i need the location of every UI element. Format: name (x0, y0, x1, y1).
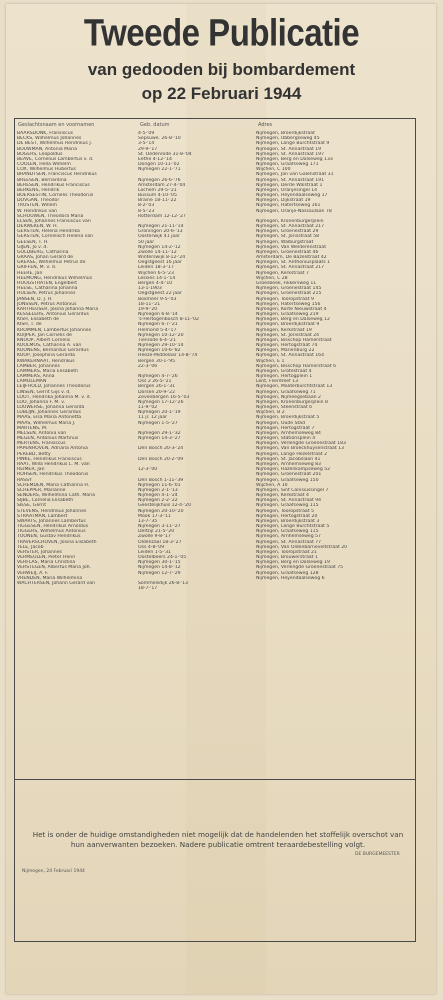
victim-birth-date: Zwolle 14-11-'12 (138, 249, 177, 255)
victim-name: VERFLAS, Maria Christina (17, 560, 76, 566)
victim-birth-date: Nijmegen 30-1-'15 (138, 560, 181, 566)
victim-address: Nijmegen, Bisschop Hamerstraat (256, 337, 332, 343)
victim-birth-date: 22-3-'06 (138, 363, 158, 369)
victim-address: Nijmegen, Walburgstraat (256, 239, 314, 245)
victim-address: Nijmegen, Arnhemseweg 83 (256, 462, 321, 467)
victim-birth-date: Sommelsdijk 26-8-'13 (138, 580, 188, 586)
victim-address: Nijmegen, Lange Burchtstraat 9 (256, 141, 330, 147)
victim-address: Nijmegen, Mariënburg 22 (256, 348, 315, 354)
victim-name: SCHOUWEN, Theodora Maria (17, 213, 84, 219)
victim-birth-date: Lessies 14-1-'14 (138, 275, 176, 281)
victim-address: Nijmegen, Dijkstraat 19 (256, 198, 311, 204)
victim-address: Nijmegen, St. Jorisstraat 58 (256, 234, 320, 240)
victim-address: Nijmegen, Broerdijkstraat 3 (256, 518, 320, 524)
victim-name: LEIJFHOLD, Johannes Theodorus (17, 384, 91, 390)
victim-name: PEREBD, Betty (17, 451, 51, 457)
victim-birth-date: Oostelbeers 24-1-'05 (138, 555, 187, 561)
victim-birth-date: Rotterdam 12-12-'27 (138, 213, 186, 219)
victim-birth-date: Delfzijl 21-5-'20 (138, 529, 175, 535)
victim-address: Nijmegen, Arnhemseweg 84 (256, 430, 321, 436)
victim-birth-date: Amsterdam 27-4-'04 (138, 182, 186, 188)
victim-name: LAMBER, Johannes (17, 363, 60, 369)
victim-address: Nijmegen, Kerkstraat 4 (256, 493, 309, 499)
victim-name: BRANDTSEN, Franciscus Hendrikus (17, 172, 97, 178)
victim-address: Nijmegen, Berg en Dalseweg 19 (256, 560, 330, 566)
victim-birth-date: Nijmegen 20-1-'19 (138, 410, 181, 416)
victim-name: SIJBE, Cornelia Elisabeth (17, 498, 74, 504)
victim-address: Nijmegen, St. Annastraat 19 (256, 146, 322, 152)
victim-address: Nijmegen, Grotestraat 4 (256, 368, 312, 374)
victim-birth-date: Nijmegen 6-7-'21 (138, 322, 178, 328)
victim-address: Nijmegen, St. Annastraat 77 (256, 539, 322, 545)
victim-name: GERSTEN, Cornelisch Helena van (17, 234, 94, 240)
victim-name: MERTENS, Fransiscus (17, 441, 66, 447)
victim-address: Nijmegen, Graafseweg 219 (256, 312, 319, 318)
victim-name: GOLDBERG, Catharina (17, 249, 69, 255)
victim-birth-date: Dongen 10-11-'02 (138, 162, 180, 168)
victim-birth-date: Bergen 30-1-'95 (138, 358, 176, 364)
victim-address: Nijmegen, Tooropstraat 9 (256, 296, 314, 302)
victim-name: KUIJPER, Jan Cornelis de (17, 332, 72, 338)
victim-birth-date: 's-Hertogenbosch 8-11-'02 (138, 317, 199, 323)
victim-name: SCHEPPER, Marianne (17, 487, 66, 493)
victim-birth-date: Oosterwijk 41 jaar (138, 234, 180, 240)
victim-address: Groesbeek, Fikkersweg 11 (256, 280, 317, 286)
victim-address: Nijmegen, Malderburchtstraat 13 (256, 384, 333, 390)
victim-address: Nijmegen, St. Annastraat 164 (256, 353, 325, 359)
victim-address: Wijchen, C 28 (256, 275, 288, 281)
victim-name: SWARTS, Johannes Lambertus (17, 518, 86, 524)
victim-address: Nijmegen, Bisschop Hamerstraat 6 (256, 363, 337, 369)
victim-address: Wijchen, E 1 (256, 358, 285, 364)
victim-address: Nijmegen, Oude Stad (256, 420, 306, 426)
victim-name: JONSSEN, Petrus Antonius (17, 301, 77, 307)
victim-address: Nijmegen, Broerdijkstraat 9 (256, 322, 320, 328)
victim-name: BOGERS, Leopoldus (17, 151, 63, 157)
victim-birth-date: Nijmegen 22-1-'71 (138, 167, 181, 173)
victim-birth-date: Nijmegen 2-1-'13 (138, 487, 178, 493)
victim-birth-date: Nijmegen 29-1-'32 (138, 430, 181, 436)
victim-address: Wijchen, C 100 (256, 167, 291, 173)
victim-name: LINSEN, Gerrit Gijs v. d. (17, 389, 71, 395)
victim-birth-date: 8-5-'23 (138, 208, 155, 214)
victim-name: TIGGESEN, Hendrikus Arnoldus (17, 524, 89, 530)
victim-address: Nijmegen, Van Welderenstraat (256, 244, 326, 250)
subtitle-line-1: van gedooden bij bombardement (87, 60, 356, 79)
victim-name: GEESEN, T. H. (17, 239, 49, 245)
victim-address: Nijmegen, Steenstraat 6 (256, 405, 313, 411)
victim-birth-date: Oss 4-8-'09 (138, 544, 165, 550)
victim-address: Nijmegen, Van Broeckhuysenstraat 13 (256, 446, 345, 452)
victim-address: Nijmegen, Sint Canisiussingel 7 (256, 487, 329, 493)
victim-birth-date: 50 jaar (138, 239, 155, 245)
victim-birth-date: Nijmegen 14-8-'12 (138, 565, 181, 571)
victim-address: Nijmegen, Graafseweg 71 (256, 389, 316, 395)
victim-birth-date: 11 jr. 12 jaar (138, 415, 168, 421)
victim-birth-date: Leiden 18-3-'17 (138, 265, 174, 271)
victim-address: Nijmegen, St. Annastraat 191 (256, 177, 325, 183)
victim-name: KOONENS, Bernardus Gerardus (17, 348, 89, 354)
victim-birth-date: Nijmegen 4-7-'26 (138, 374, 178, 380)
victim-birth-date: Mook 17-3-'11 (138, 513, 171, 519)
victim-name: BEAVE, Cornelius Lambertus v. d. (17, 156, 94, 162)
place-date: Nijmegen, 24 Februari 1944 (22, 869, 85, 874)
victim-birth-date: Nijmegen 29-10-'14 (138, 343, 184, 349)
victim-birth-date: Nijmegen 1-5-'27 (138, 420, 178, 426)
victim-name: PINKE, Hendrikus Fransiscus (17, 456, 82, 462)
victim-birth-date: Nijmegen 11-6-'01 (138, 482, 181, 488)
victim-address: Nijmegen, Groenestraat 201 (256, 472, 322, 478)
victim-name: LAMMERS, Anna (17, 374, 55, 380)
victim-birth-date: Nijmegen 17-12-'26 (138, 399, 184, 405)
victim-birth-date: Helmond 5-4-'17 (138, 327, 177, 333)
victim-address: Nijmegen, St. Jorisstraat 24 (256, 332, 320, 338)
victim-address: Nijmegen, Hatertseweg 161 (256, 203, 321, 209)
victim-name: LUBLIJN, Johannes Gerardus (17, 410, 81, 416)
victim-address: Nijmegen, Brouwerstraat 1 (256, 555, 318, 561)
victim-address: Wijchen, B 2 (256, 410, 285, 416)
victim-name: KOOP, Josephina Gerarda (17, 353, 75, 359)
victim-address: Nijmegen, Graafseweg 115 (256, 529, 319, 535)
victim-name: HOOGSTRATEN, Engelbert (17, 280, 78, 286)
victim-address: Nijmegen, Kronenburgerplein 8 (256, 399, 328, 405)
victim-name: VERMEULEN, Pieter Henri (17, 555, 76, 561)
victim-name: KROMMEN, Lambertus Johannes (17, 327, 91, 333)
victim-birth-date: Lochem 29-5-'21 (138, 187, 177, 193)
victim-address: Nijmegen, Kronenburgerplein (256, 218, 324, 224)
victim-name: MELSEN, Antonia van (17, 430, 67, 436)
victim-address: Nijmegen, Verlengde Groenestraat 183 (256, 441, 346, 447)
dates-column (138, 131, 256, 591)
victim-name: PAPENHOVEN, Adriana Antonia (17, 446, 88, 452)
victim-address: Nijmegen, Tooropstraat 21 (256, 549, 317, 555)
victim-birth-date: Nijmegen 10-6-'82 (138, 348, 181, 354)
victim-name: RASSY (17, 477, 32, 483)
victim-birth-date: Nijmegen 3-11-'27 (138, 524, 181, 530)
victim-birth-date: Bergen 26-1-'31 (138, 384, 176, 390)
victim-birth-date: Groningen 20-6-'13 (138, 229, 183, 235)
victim-name: BOERSESTIN, Cornelis Theodorus (17, 193, 94, 199)
victim-birth-date: Braine 18-11-'22 (138, 198, 177, 204)
addresses-column (256, 131, 412, 581)
victim-name: KOOLMOS, Catharina A. van (17, 343, 82, 349)
victim-name: BREESEN, Bernardina (17, 177, 67, 183)
victim-address: Nijmegen, St. Annastraat 217 (256, 224, 325, 230)
victim-birth-date: Leiden 1-5-'31 (138, 549, 171, 555)
victim-address: Nijmegen, St. Annastraat 217 (256, 265, 325, 271)
victim-birth-date: Den Bosch 20-3-'24 (138, 446, 184, 452)
victim-address: Nijmegen, Berg en Dalseweg 133 (256, 156, 333, 162)
victim-birth-date: Winterswijk 8-12-'24 (138, 255, 186, 261)
victim-birth-date: Nijmegen 14-2-'12 (138, 244, 181, 250)
footer-frame (14, 776, 416, 942)
signature: DE BURGEMEESTER (355, 852, 400, 857)
victim-address: Nijmegen, Groenestraat 29 (256, 229, 319, 235)
victim-address: Nijmegen, Heyendaalseweg 17 (256, 193, 328, 199)
victim-name: HEERE, Jan (17, 270, 43, 276)
victim-address: Nijmegen, St. Annastraat 94 (256, 498, 322, 504)
victim-name: TOONEN, Gustav Hendrikus (17, 534, 81, 540)
victim-name: BERESEN, Hendrikus Franciscus (17, 182, 90, 188)
victim-address: Nijmegen, Oranje-Nassaulaan 78 (256, 208, 332, 214)
victim-name: COX, Wilhelmus Hubertus (17, 167, 76, 173)
victim-name: SCHEMDEN, Maria Catharina H. (17, 482, 90, 488)
victim-birth-date: Nijmegen 6-8-'14 (138, 312, 178, 318)
victim-name: KISH, T. de (17, 322, 42, 328)
victim-address: Nijmegen, Lange Burchtstraat 5 (256, 524, 330, 530)
victim-birth-date: 18-7-'17 (138, 586, 158, 592)
victim-name: DERWEKEN, W. H. (17, 224, 58, 230)
victim-address: Nijmegen, Kerkstraat 7 (256, 270, 309, 276)
victim-name: KNOOP, Albert Cornelis (17, 337, 71, 343)
victim-address: Nijmegen, Verlengde Groenestraat 75 (256, 565, 344, 571)
victim-birth-date: Nijmegen 2-2-'22 (138, 498, 178, 504)
victim-name: STRAATMAN, Lambert (17, 513, 68, 519)
victim-name: ROHSEN, Hendrikus Theodorus (17, 472, 89, 478)
victim-address: Nijmegen, Tooropstraat 5 (256, 508, 314, 514)
victim-birth-date: Nijmegen 10-12-'20 (138, 332, 184, 338)
victim-address: Nijmegen, Korte Nieuwstraat 4 (256, 306, 327, 312)
page-title: Tweede Publicatie (83, 11, 360, 54)
victim-birth-date: Nijmegen 14-3-'27 (138, 436, 181, 442)
victim-name: MARTENS, M. (17, 425, 48, 431)
victim-name: GRIFFEN, M. v. d. (17, 265, 57, 271)
victim-name: HEESE, Catharina Johanna (17, 286, 78, 292)
victim-address: Nijmegen, Groenestraat 145 (256, 286, 322, 292)
subtitle-line-2: op 22 Februari 1944 (141, 84, 302, 103)
victim-name: KISH, Elisabeth de (17, 317, 59, 323)
victim-name: TELE, Jacob (17, 544, 44, 550)
victim-birth-date: Oegstgeest 16 jaar (138, 260, 182, 266)
victim-name: BERKENS, Hendrik (17, 187, 60, 193)
victim-birth-date: Bergen 4-4-'10 (138, 280, 173, 286)
victim-name: GREASE, Wilhelmus Petrus de (17, 260, 86, 266)
victim-address: Nijmegen, Hazenkampseweg 52 (256, 467, 331, 473)
victim-name: VERSTEGEN, Albertus Maria Joh. (17, 565, 92, 571)
victim-name: HULSEN, Petrus Johannes (17, 291, 76, 297)
victim-address: Nijmegen, St. Jacobslaan 41 (256, 456, 321, 462)
victim-name: LOUWERSE, Johanna Gerarda (17, 405, 85, 411)
victim-birth-date: Den Bosch 1-11-'39 (138, 477, 184, 483)
victim-name: DOVGAN, Theodor (17, 198, 60, 204)
victim-name: KARTHEUSER, Josina Johanna Maria (17, 306, 99, 312)
victim-name: STEVENS, Hendrikus Johannes (17, 508, 87, 514)
victim-name: COOLEN, Hella Wilhelm (17, 162, 71, 168)
victim-name: BECKS, Wilhelmus Johannes (17, 136, 82, 142)
victim-birth-date: Tienrode 6-4-'21 (138, 337, 176, 343)
victim-address: Nijmegen, Hertogstraat 20 (256, 513, 318, 519)
victim-name: LOO, Johanna F. M. v. (17, 399, 66, 405)
victim-birth-date: Zwolle 9-8-'17 (138, 534, 171, 540)
victim-name: SIESE, Gerrit (17, 503, 47, 509)
victim-birth-date: Nijmegen 21-11-'14 (138, 224, 184, 230)
victim-address: Nijmegen, Groenestraat 215 (256, 291, 322, 297)
victim-birth-date: 13-7-'35 (138, 518, 158, 524)
victim-birth-date: Geestelijkhuis 12-4-'20 (138, 503, 191, 509)
victim-name: W. Hendrikus van (17, 208, 57, 214)
victim-birth-date: Wijchen 6-5-'23 (138, 270, 174, 276)
victim-address: Nijmegen, Groenestraat 46 (256, 249, 319, 255)
victim-address: Nijmegen, Ubbergseweg 45 (256, 136, 320, 142)
victim-address: Nijmegen, Van Oldenbarneveltstraat 20 (256, 544, 348, 550)
victim-name: LOOT, Hendrika Johanna M. v. d. (17, 394, 92, 400)
victim-birth-date: St. Oedenrode 31-8-'04 (138, 151, 192, 157)
names-column (17, 131, 138, 586)
victim-birth-date: Oegstgeest 22 jaar (138, 291, 182, 297)
victim-name: TIGGERS, Wilhelmus Antonius (17, 529, 86, 535)
victim-address: Nijmegen, Hertogstraat 74 (256, 343, 318, 349)
victim-birth-date: Heeze-Middelaar 14-8-'74 (138, 353, 198, 359)
victim-name: KWAKERNAAT, Hendrikus (17, 358, 75, 364)
victim-name: RAAT, Willa Hendrikus L. M. van (17, 462, 90, 467)
victim-name: LAMOLEMAN (17, 379, 47, 385)
victim-address: Nijmegen, Graafseweg 128 (256, 570, 319, 576)
victim-name: MAAS, Wilhelmus Maria J. (17, 420, 76, 426)
victim-name: MEGEN, Antonius Martinus (17, 436, 79, 442)
victim-address: Nijmegen, Stationsplein 4 (256, 436, 316, 442)
victim-name: VRENDEN, Maria Wilhelmina (17, 575, 83, 581)
victim-address: Nijmegen, St. Annastraat 197 (256, 151, 325, 157)
victim-name: ELSEN, Johannes Fransiscus van (17, 218, 91, 224)
victim-birth-date: Nijmegen 12-7-'29 (138, 570, 181, 576)
victim-name: TRAVERSCHOVEN, Josina Elisabeth (17, 539, 97, 545)
victim-birth-date: 12-3-'00 (138, 467, 158, 473)
victim-name: BOUWMAN, Antonia Maria (17, 146, 77, 152)
victim-name: LAMMERS, Maria Elisabeth (17, 368, 79, 374)
addresses-column-header: Adres (258, 122, 273, 128)
victim-name: SENDERS, Wilhelmina Cath. Maria (17, 493, 96, 499)
victim-address: Nijmegen, Kerkstraat 19 (256, 327, 312, 333)
victim-name: DE BEST, Wilhelmus Hendrikus J. (17, 141, 93, 147)
victim-name: GRAAS, Johan Gerard de (17, 255, 74, 261)
victim-birth-date: 18-11-'21 (138, 301, 161, 307)
victim-name: JANSEN, D. J. H. (17, 296, 53, 302)
victim-address: Nijmegen, Broerdijkstraat (256, 131, 315, 136)
victim-birth-date: Eethe 4-12-'14 (138, 156, 172, 162)
victim-birth-date: Dorsen 20-9-'22 (138, 389, 176, 395)
victim-name: GIJEN, Jo v. d. (17, 244, 48, 250)
victim-address: Nijmegen, Graafseweg 115 (256, 503, 319, 509)
victim-address: Nijmegen, Jan van Galenstraat 31 (256, 172, 334, 178)
victim-birth-date: 29-9-'17 (138, 146, 158, 152)
victim-name: WACHTERSEN, Johann Gerard van (17, 580, 95, 586)
victim-birth-date: 3-5-'14 (138, 141, 155, 147)
victim-name: MAAS, Elsa Maria Antonetta (17, 415, 82, 421)
victim-address: Wijchen, A 10 (256, 482, 288, 488)
victim-name: GERSTEN, Helena Hendrika (17, 229, 80, 235)
victim-address: Nijmegen, Berg en Dalseweg 12 (256, 317, 330, 323)
victim-birth-date: Nijmegen 4-1-'24 (138, 493, 178, 499)
dates-column-header: Geb. datum (140, 122, 170, 128)
victim-birth-date: Nijmegen 26-6-'76 (138, 177, 181, 183)
victim-address: Nijmegen, Hatertseweg 156 (256, 301, 321, 307)
victim-birth-date: Zevenbergen 16-5-'03 (138, 394, 190, 400)
victim-name: KESSELERS, Antonius Gerardus (17, 312, 89, 318)
victim-birth-date: 8-2-'03 (138, 203, 155, 209)
victim-name: VERWEIJ, A. F. (17, 570, 49, 576)
victim-address: Nijmegen, St. Anthoniusplaats 1 (256, 260, 330, 266)
victim-birth-date: Sepsuwe. 26-8-'10 (138, 136, 181, 142)
victim-address: Nijmegen, Lange Hezelstraat 2 (256, 451, 328, 457)
victim-address: Nijmegen, Hertogplein 1 (256, 374, 313, 380)
names-column-header: Geslachtsnaam en voornamen (18, 122, 95, 128)
victim-address: Nijmegen, Heyendaalseweg 6 (256, 575, 325, 581)
victim-birth-date: 4-5-'09 (138, 131, 155, 136)
victim-address: Nijmegen, Graafseweg 150 (256, 477, 319, 483)
footer-note: Het is onder de huidige omstandigheden niet mogelijk dat de handelenden het stoffelijk overschot van hun aanverwanten bezoeken. Nadere publicatie omtrent teraardebestelling volgt. (32, 830, 404, 849)
victim-address: Nijmegen, Nijmeegsebaan 2 (256, 394, 321, 400)
victim-birth-date: Bussum 4-10-'05 (138, 193, 177, 199)
victim-birth-date: 11-9-'02 (138, 405, 158, 411)
victim-name: REIMER, Jan (17, 467, 45, 473)
victim-name: VERSTER, Johannes (17, 549, 62, 555)
victim-name: BAARSDONK, Fransiscus (17, 131, 74, 136)
victim-address: Nijmegen, Oranjesingel 14 (256, 187, 318, 193)
victim-birth-date: Den Bosch 20-2-'09 (138, 456, 184, 462)
victim-name: HEEMONG, Hendrikus Wilhelmus (17, 275, 93, 281)
victim-birth-date: Nijmegen 20-10-'20 (138, 508, 184, 514)
victim-address: Nijmegen, Derde Walstraat 1 (256, 182, 323, 188)
victim-name: TRUSTEN, Willem (17, 203, 57, 209)
victim-birth-date: Oss 2 26-5-'21 (138, 379, 172, 385)
victim-birth-date: Boxmeer 9-5-'03 (138, 296, 177, 302)
victim-birth-date: Oldenzaal 18-3-'27 (138, 539, 182, 545)
victim-address: Nijmegen, Broerdijkstraat 5 (256, 415, 320, 421)
victim-birth-date: 13-1-1903 (138, 286, 162, 292)
victim-address: Nijmegen, Graafseweg 171 (256, 162, 319, 168)
victim-address: Nijmegen, Hertogstraat 7 (256, 425, 315, 431)
victim-address: Amsterdam, De Bazelstraat 42 (256, 255, 327, 261)
victim-address: Nijmegen, Arnhemseweg 57 (256, 534, 321, 540)
victim-address: Lent, Flierdreef 13 (256, 379, 299, 385)
victim-birth-date: 19-9-'20 (138, 306, 158, 312)
